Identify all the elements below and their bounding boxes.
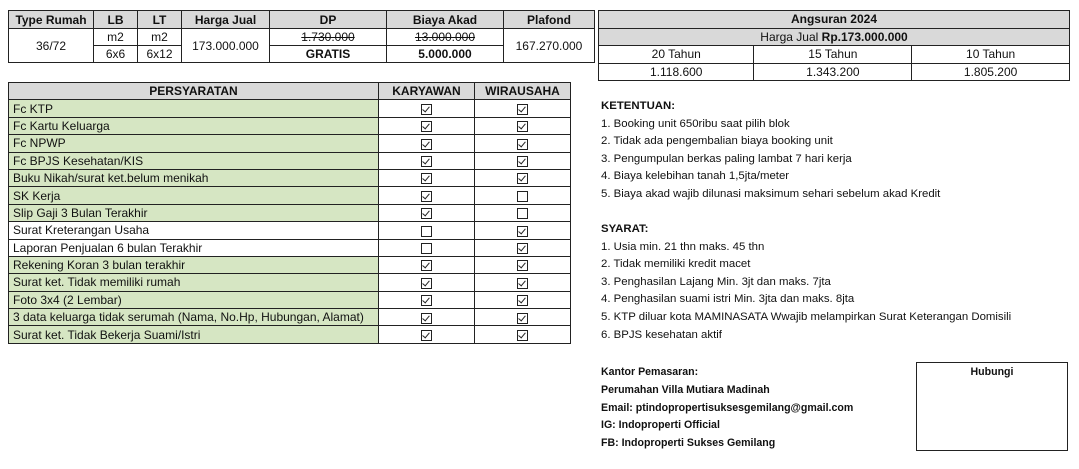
requirement-row	[9, 222, 571, 239]
requirement-wirausaha-cell	[475, 291, 571, 308]
requirement-row	[9, 117, 571, 134]
empty-box-icon	[421, 243, 432, 254]
checked-box-icon	[517, 278, 528, 289]
requirement-karyawan-cell	[379, 187, 475, 204]
property-header-row	[9, 11, 595, 29]
empty-box-icon	[421, 226, 432, 237]
requirement-row	[9, 135, 571, 152]
tenor-15: 15 Tahun	[754, 46, 912, 64]
requirement-karyawan-cell	[379, 100, 475, 117]
syarat-item: 3. Penghasilan Lajang Min. 3jt dan maks. 7jta	[601, 275, 831, 288]
requirement-label: Surat Kreterangan Usaha	[9, 222, 379, 239]
requirement-karyawan-cell	[379, 204, 475, 221]
amount-10: 1.805.200	[912, 63, 1070, 81]
header-lt: LT	[138, 11, 182, 29]
requirement-karyawan-cell	[379, 274, 475, 291]
header-harga-jual: Harga Jual	[182, 11, 270, 29]
angsuran-harga-value: Rp.173.000.000	[821, 29, 908, 44]
empty-box-icon	[517, 191, 528, 202]
property-table	[8, 10, 595, 63]
dp-new-value: GRATIS	[270, 46, 387, 63]
ketentuan-item: 2. Tidak ada pengembalian biaya booking unit	[601, 135, 833, 148]
syarat-section	[601, 221, 1011, 344]
requirement-label: Laporan Penjualan 6 bulan Terakhir	[9, 239, 379, 256]
empty-box-icon	[517, 208, 528, 219]
requirement-label: 3 data keluarga tidak serumah (Nama, No.Hp, Hubungan, Alamat)	[9, 309, 379, 326]
checked-box-icon	[421, 139, 432, 150]
ketentuan-item: 1. Booking unit 650ribu saat pilih blok	[601, 117, 790, 130]
requirement-wirausaha-cell	[475, 135, 571, 152]
checked-box-icon	[421, 313, 432, 324]
requirement-karyawan-cell	[379, 169, 475, 186]
requirement-karyawan-cell	[379, 326, 475, 343]
checked-box-icon	[421, 208, 432, 219]
type-rumah-value: 36/72	[9, 29, 94, 63]
amount-15: 1.343.200	[754, 63, 912, 81]
amount-20: 1.118.600	[599, 63, 754, 81]
requirement-wirausaha-cell	[475, 222, 571, 239]
requirement-karyawan-cell	[379, 152, 475, 169]
requirement-row	[9, 169, 571, 186]
kantor-instagram: IG: Indoproperti Official	[601, 419, 720, 432]
requirement-wirausaha-cell	[475, 152, 571, 169]
ketentuan-item: 4. Biaya kelebihan tanah 1,5jta/meter	[601, 170, 790, 183]
requirement-label: Rekening Koran 3 bulan terakhir	[9, 256, 379, 273]
checked-box-icon	[421, 295, 432, 306]
angsuran-title: Angsuran 2024	[599, 11, 1070, 29]
angsuran-harga-jual	[599, 28, 1070, 46]
header-dp: DP	[270, 11, 387, 29]
requirement-row	[9, 204, 571, 221]
akad-old-value: 13.000.000	[387, 29, 504, 46]
requirement-wirausaha-cell	[475, 256, 571, 273]
ketentuan-section	[601, 98, 940, 204]
checked-box-icon	[517, 260, 528, 271]
checked-box-icon	[517, 226, 528, 237]
requirement-wirausaha-cell	[475, 274, 571, 291]
requirement-row	[9, 152, 571, 169]
hubungi-label: Hubungi	[970, 366, 1014, 378]
requirements-body	[9, 100, 571, 343]
requirement-label: Fc Kartu Keluarga	[9, 117, 379, 134]
hubungi-box	[916, 362, 1068, 451]
checked-box-icon	[517, 104, 528, 115]
requirement-karyawan-cell	[379, 117, 475, 134]
checked-box-icon	[517, 156, 528, 167]
header-biaya-akad: Biaya Akad	[387, 11, 504, 29]
requirement-label: Foto 3x4 (2 Lembar)	[9, 291, 379, 308]
requirement-wirausaha-cell	[475, 169, 571, 186]
harga-jual-value: 173.000.000	[182, 29, 270, 63]
akad-new-value: 5.000.000	[387, 46, 504, 63]
requirement-row	[9, 256, 571, 273]
syarat-item: 1. Usia min. 21 thn maks. 45 thn	[601, 240, 765, 253]
lb-unit: m2	[94, 29, 138, 46]
checked-box-icon	[421, 278, 432, 289]
plafond-value: 167.270.000	[504, 29, 595, 63]
requirement-wirausaha-cell	[475, 326, 571, 343]
requirement-label: Buku Nikah/surat ket.belum menikah	[9, 169, 379, 186]
angsuran-table	[598, 10, 1070, 81]
requirement-label: Fc BPJS Kesehatan/KIS	[9, 152, 379, 169]
requirement-karyawan-cell	[379, 291, 475, 308]
requirement-label: SK Kerja	[9, 187, 379, 204]
header-type-rumah: Type Rumah	[9, 11, 94, 29]
syarat-title: SYARAT:	[601, 223, 649, 235]
checked-box-icon	[421, 330, 432, 341]
checked-box-icon	[421, 260, 432, 271]
kantor-address: Perumahan Villa Mutiara Madinah	[601, 383, 770, 396]
requirement-row	[9, 274, 571, 291]
dp-old-value: 1.730.000	[270, 29, 387, 46]
checked-box-icon	[517, 295, 528, 306]
lt-unit: m2	[138, 29, 182, 46]
requirement-row	[9, 187, 571, 204]
checked-box-icon	[421, 156, 432, 167]
syarat-item: 6. BPJS kesehatan aktif	[601, 328, 722, 341]
syarat-item: 2. Tidak memiliki kredit macet	[601, 258, 751, 271]
requirement-karyawan-cell	[379, 309, 475, 326]
syarat-item: 4. Penghasilan suami istri Min. 3jta dan maks. 8jta	[601, 293, 855, 306]
header-plafond: Plafond	[504, 11, 595, 29]
checked-box-icon	[421, 173, 432, 184]
requirement-wirausaha-cell	[475, 204, 571, 221]
checked-box-icon	[517, 243, 528, 254]
requirement-wirausaha-cell	[475, 117, 571, 134]
kantor-section	[601, 364, 853, 453]
ketentuan-item: 3. Pengumpulan berkas paling lambat 7 hari kerja	[601, 152, 852, 165]
header-persyaratan: PERSYARATAN	[9, 83, 379, 100]
requirement-row	[9, 291, 571, 308]
requirement-label: Fc KTP	[9, 100, 379, 117]
tenor-10: 10 Tahun	[912, 46, 1070, 64]
lt-value: 6x12	[138, 46, 182, 63]
property-row-1	[9, 29, 595, 46]
header-lb: LB	[94, 11, 138, 29]
checked-box-icon	[517, 313, 528, 324]
kantor-email: Email: ptindopropertisuksesgemilang@gmail.com	[601, 401, 854, 414]
checked-box-icon	[517, 121, 528, 132]
requirement-wirausaha-cell	[475, 309, 571, 326]
requirement-karyawan-cell	[379, 135, 475, 152]
checked-box-icon	[421, 191, 432, 202]
kantor-title: Kantor Pemasaran:	[601, 366, 699, 378]
requirement-row	[9, 100, 571, 117]
checked-box-icon	[421, 121, 432, 132]
header-wirausaha: WIRAUSAHA	[475, 83, 571, 100]
requirement-row	[9, 239, 571, 256]
requirement-label: Surat ket. Tidak Bekerja Suami/Istri	[9, 326, 379, 343]
requirement-wirausaha-cell	[475, 187, 571, 204]
ketentuan-item: 5. Biaya akad wajib dilunasi maksimum sehari sebelum akad Kredit	[601, 187, 941, 200]
ketentuan-title: KETENTUAN:	[601, 100, 676, 112]
requirement-row	[9, 309, 571, 326]
checked-box-icon	[517, 173, 528, 184]
syarat-item: 5. KTP diluar kota MAMINASATA Wwajib melampirkan Surat Keterangan Domisili	[601, 310, 1012, 323]
requirement-wirausaha-cell	[475, 100, 571, 117]
tenor-20: 20 Tahun	[599, 46, 754, 64]
requirement-karyawan-cell	[379, 256, 475, 273]
requirement-wirausaha-cell	[475, 239, 571, 256]
angsuran-harga-prefix: Harga Jual	[760, 29, 822, 44]
requirement-karyawan-cell	[379, 222, 475, 239]
requirement-karyawan-cell	[379, 239, 475, 256]
requirement-row	[9, 326, 571, 343]
checked-box-icon	[421, 104, 432, 115]
kantor-facebook: FB: Indoproperti Sukses Gemilang	[601, 437, 776, 450]
lb-value: 6x6	[94, 46, 138, 63]
checked-box-icon	[517, 330, 528, 341]
requirement-label: Slip Gaji 3 Bulan Terakhir	[9, 204, 379, 221]
requirements-table	[8, 82, 571, 344]
checked-box-icon	[517, 139, 528, 150]
requirement-label: Surat ket. Tidak memiliki rumah	[9, 274, 379, 291]
requirement-label: Fc NPWP	[9, 135, 379, 152]
header-karyawan: KARYAWAN	[379, 83, 475, 100]
